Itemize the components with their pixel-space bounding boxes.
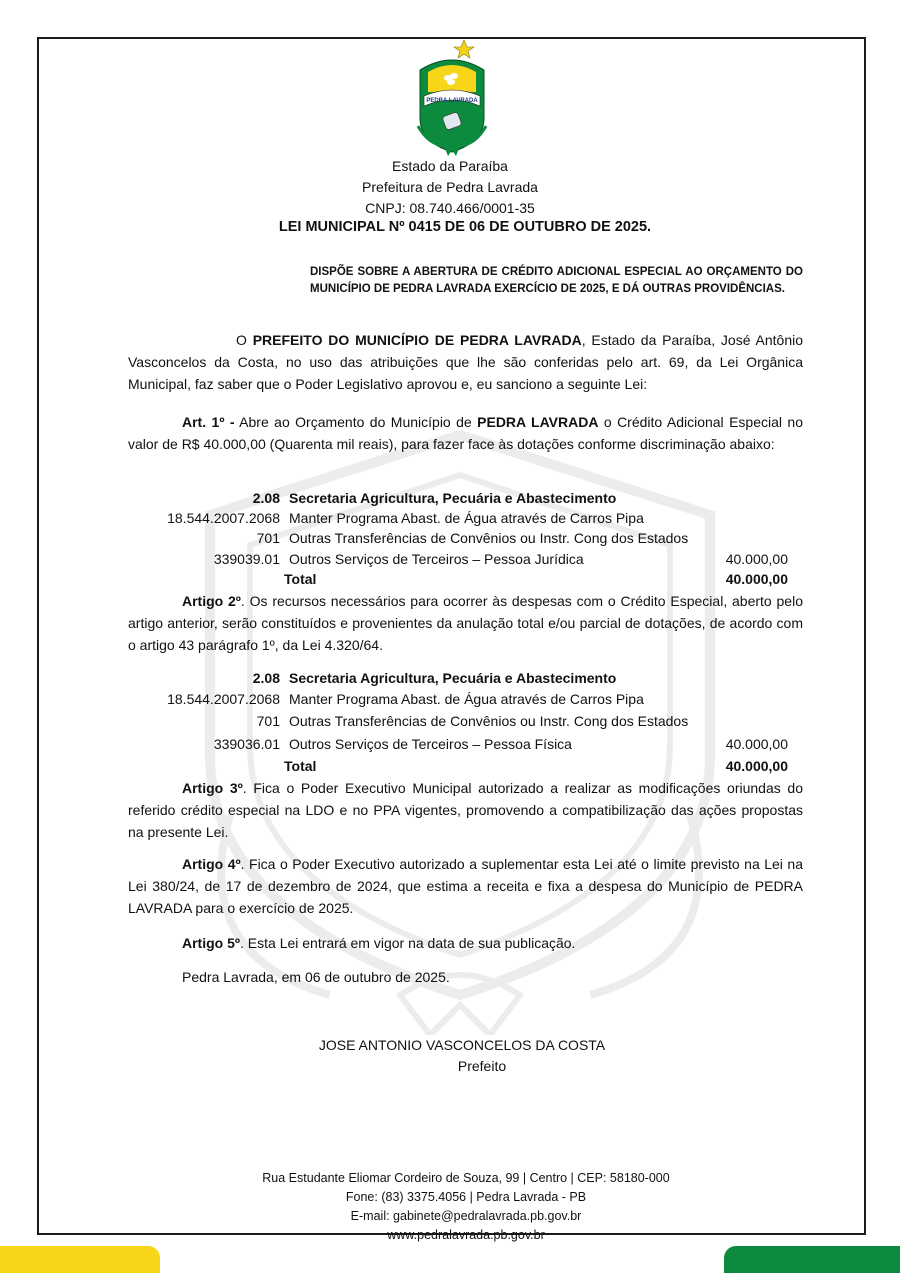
t2-source-name: Outras Transferências de Convênios ou Instr. Cong dos Estados <box>289 713 689 729</box>
preamble: O PREFEITO DO MUNICÍPIO DE PEDRA LAVRADA, Estado da Paraíba, José Antônio Vasconcelos da Costa, no uso das atribuições que lhe são conferidas pelo art. 69, da Lei Orgânica Municipal, faz saber que o Poder Legislativo aprovou e, eu sanciono a seguinte Lei: <box>128 332 804 392</box>
article-2: Artigo 2º. Os recursos necessários para ocorrer às despesas com o Crédito Especial, aberto pelo artigo anterior, serão constituídos e provenientes da anulação total e/ou parcial de dotações, de acordo com o artigo 43 parágrafo 1º, da Lei 4.320/64. <box>128 593 803 653</box>
t1-element-value: 40.000,00 <box>725 551 788 567</box>
t1-total-label: Total <box>284 571 317 587</box>
t2-program-name: Manter Programa Abast. de Água através de Carros Pipa <box>289 691 644 707</box>
place-date: Pedra Lavrada, em 06 de outubro de 2025. <box>182 969 450 985</box>
t2-element-name: Outros Serviços de Terceiros – Pessoa Física <box>289 736 572 752</box>
footer-phone: Fone: (83) 3375.4056 | Pedra Lavrada - PB <box>345 1190 587 1204</box>
article-4: Artigo 4º. Fica o Poder Executivo autorizado a suplementar esta Lei até o limite previsto na Lei na Lei 380/24, de 17 de dezembro de 2024, que estima a receita e fixa a despesa do Município de PEDRA LAVRADA para o exercício de 2025. <box>128 856 803 916</box>
t1-program-code: 18.544.2007.2068 <box>167 510 280 526</box>
t2-element-code: 339036.01 <box>213 736 280 752</box>
t1-unit-name: Secretaria Agricultura, Pecuária e Abastecimento <box>289 490 617 506</box>
law-title: LEI MUNICIPAL Nº 0415 DE 06 DE OUTUBRO DE 2025. <box>278 219 652 235</box>
footer-email: E-mail: gabinete@pedralavrada.pb.gov.br <box>350 1209 582 1223</box>
footer-address: Rua Estudante Eliomar Cordeiro de Souza, 99 | Centro | CEP: 58180-000 <box>262 1171 670 1185</box>
t1-source-name: Outras Transferências de Convênios ou Instr. Cong dos Estados <box>289 530 689 546</box>
t2-element-value: 40.000,00 <box>725 736 788 752</box>
article-3: Artigo 3º. Fica o Poder Executivo Municipal autorizado a realizar as modificações oriundas do referido crédito especial na LDO e no PPA vigentes, promovendo a compatibilização das ações propostas na presente Lei. <box>128 780 803 840</box>
signatory-name: JOSE ANTONIO VASCONCELOS DA COSTA <box>318 1037 606 1053</box>
footer-yellow-band <box>0 1246 160 1273</box>
law-summary: DISPÕE SOBRE A ABERTURA DE CRÉDITO ADICIONAL ESPECIAL AO ORÇAMENTO DO MUNICÍPIO DE PEDRA LAVRADA EXERCÍCIO DE 2025, E DÁ OUTRAS PROVIDÊNCIAS. <box>310 266 803 295</box>
article-5: Artigo 5º. Esta Lei entrará em vigor na data de sua publicação. <box>182 935 576 951</box>
t2-total-value: 40.000,00 <box>725 758 788 774</box>
t1-element-code: 339039.01 <box>213 551 280 567</box>
t1-program-name: Manter Programa Abast. de Água através de Carros Pipa <box>289 510 644 526</box>
t2-unit-code: 2.08 <box>252 670 280 686</box>
coat-of-arms-logo <box>414 40 490 158</box>
footer-green-band <box>724 1246 900 1273</box>
city-hall-name: Prefeitura de Pedra Lavrada <box>362 179 538 195</box>
state-name: Estado da Paraíba <box>392 158 508 174</box>
t1-unit-code: 2.08 <box>252 490 280 506</box>
cnpj: CNPJ: 08.740.466/0001-35 <box>365 200 535 216</box>
footer-website: www.pedralavrada.pb.gov.br <box>387 1228 545 1242</box>
t2-total-label: Total <box>284 758 317 774</box>
t1-total-value: 40.000,00 <box>725 571 788 587</box>
t2-unit-name: Secretaria Agricultura, Pecuária e Abastecimento <box>289 670 617 686</box>
t2-program-code: 18.544.2007.2068 <box>167 691 280 707</box>
t2-source-code: 701 <box>256 713 280 729</box>
t1-element-name: Outros Serviços de Terceiros – Pessoa Jurídica <box>289 551 584 567</box>
article-1: Art. 1º - Abre ao Orçamento do Município de PEDRA LAVRADA o Crédito Adicional Especial no valor de R$ 40.000,00 (Quarenta mil reais), para fazer face às dotações conforme discriminação abaixo: <box>128 414 803 452</box>
svg-text:PEDRA LAVRADA: PEDRA LAVRADA <box>426 98 478 104</box>
t1-source-code: 701 <box>256 530 280 546</box>
signatory-role: Prefeito <box>457 1058 507 1074</box>
